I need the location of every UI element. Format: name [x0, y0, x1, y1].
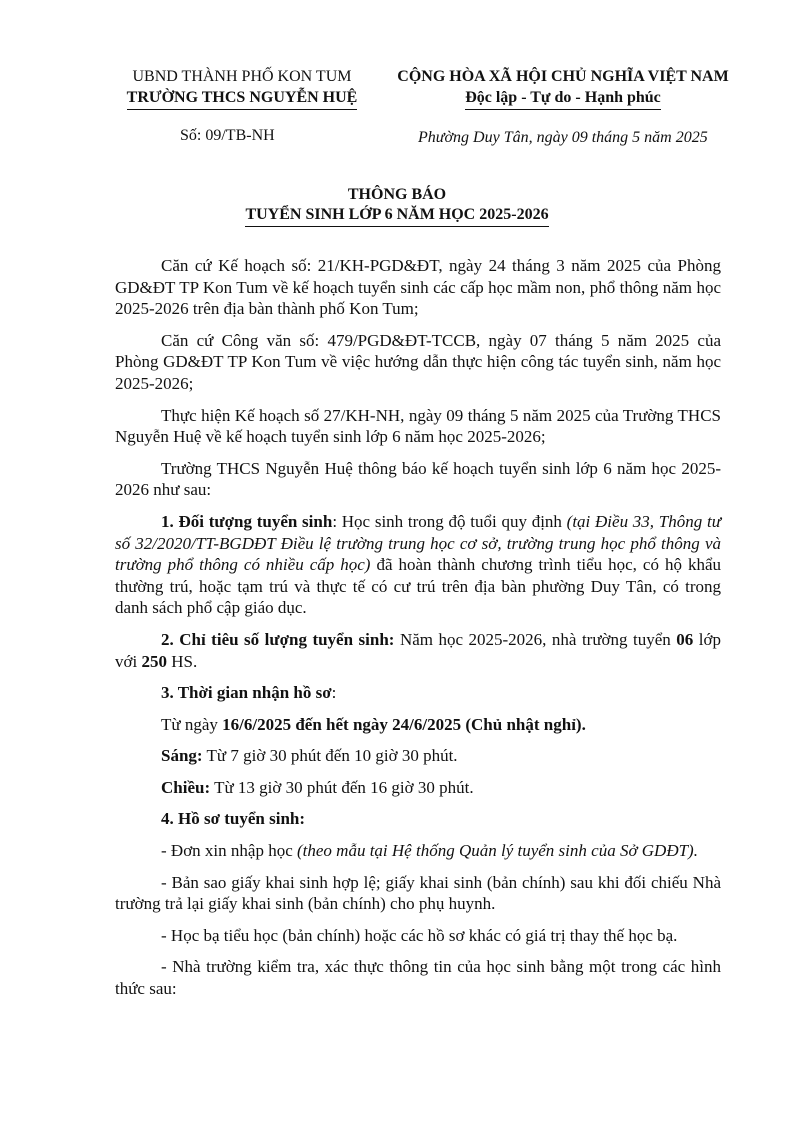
- afternoon-label: Chiều:: [161, 777, 211, 797]
- section-4-item-4: - Nhà trường kiểm tra, xác thực thông tin của học sinh bằng một trong các hình thức sau:: [115, 957, 721, 999]
- document-body: [115, 255, 721, 1010]
- section-2-text-c: HS.: [166, 651, 198, 671]
- section-4-item-3: - Học bạ tiểu học (bản chính) hoặc các hồ sơ khác có giá trị thay thế học bạ.: [161, 925, 678, 945]
- morning-hours: Từ 7 giờ 30 phút đến 10 giờ 30 phút.: [202, 746, 458, 766]
- document-number: Số: 09/TB-NH: [180, 127, 275, 144]
- section-3-heading-line: [115, 682, 721, 704]
- section-3-afternoon: [115, 777, 721, 799]
- student-count: 250: [141, 651, 167, 671]
- morning-label: Sáng:: [161, 746, 203, 766]
- issuing-authority: UBND THÀNH PHỐ KON TUM: [132, 68, 352, 85]
- document-subtitle: [0, 206, 794, 227]
- afternoon-hours: Từ 13 giờ 30 phút đến 16 giờ 30 phút.: [210, 777, 474, 797]
- section-2-heading: 2. Chỉ tiêu số lượng tuyển sinh:: [161, 629, 395, 649]
- national-header: [378, 66, 748, 110]
- section-3-dates: [115, 714, 721, 736]
- document-subtitle-text: TUYỂN SINH LỚP 6 NĂM HỌC 2025-2026: [245, 206, 548, 227]
- nation-title: CỘNG HÒA XÃ HỘI CHỦ NGHĨA VIỆT NAM: [397, 68, 729, 85]
- section-2-quota: [115, 629, 721, 672]
- paragraph-basis-1: Căn cứ Kế hoạch số: 21/KH-PGD&ĐT, ngày 24 tháng 3 năm 2025 của Phòng GD&ĐT TP Kon Tum về kế hoạch tuyển sinh các cấp học mầm non, phổ thông năm học 2025-2026 trên địa bàn thành phố Kon Tum;: [115, 256, 721, 319]
- section-1-text-b: đã hoàn thành chương trình tiểu học, có hộ khẩu thường trú, hoặc tạm trú và thực tế có cư trú trên địa bàn phường Duy Tân, có trong danh sách phổ cập giáo dục.: [115, 555, 721, 618]
- paragraph-basis-2: Căn cứ Công văn số: 479/PGD&ĐT-TCCB, ngày 07 tháng 5 năm 2025 của Phòng GD&ĐT TP Kon Tum về việc hướng dẫn thực hiện công tác tuyển sinh, năm học 2025-2026;: [115, 330, 721, 393]
- issuer-block: [92, 66, 392, 110]
- section-4-heading: 4. Hồ sơ tuyển sinh:: [161, 809, 306, 829]
- section-4-heading-line: [115, 808, 721, 830]
- class-count: 06: [676, 629, 694, 649]
- paragraph-basis-3: Thực hiện Kế hoạch số 27/KH-NH, ngày 09 tháng 5 năm 2025 của Trường THCS Nguyễn Huệ về kế hoạch tuyển sinh lớp 6 năm học 2025-2026;: [115, 405, 721, 447]
- section-2-text-b: lớp với: [115, 629, 721, 671]
- school-name: TRƯỜNG THCS NGUYỄN HUỆ: [127, 87, 358, 110]
- section-4-item-1-note: (theo mẫu tại Hệ thống Quản lý tuyển sinh của Sở GDĐT).: [297, 841, 698, 861]
- document-title: THÔNG BÁO: [347, 186, 447, 203]
- national-motto: Độc lập - Tự do - Hạnh phúc: [465, 87, 661, 110]
- section-1-text-a: : Học sinh trong độ tuổi quy định: [332, 511, 567, 531]
- section-3-from: Từ ngày: [161, 714, 223, 734]
- section-3-date-range: 16/6/2025 đến hết ngày 24/6/2025 (Chủ nhật nghỉ).: [222, 714, 586, 734]
- section-1-eligibility: [115, 511, 721, 619]
- section-4-item-1-text: - Đơn xin nhập học: [161, 841, 297, 861]
- section-3-colon: :: [331, 683, 337, 703]
- section-2-text-a: Năm học 2025-2026, nhà trường tuyển: [394, 629, 677, 649]
- section-3-morning: [115, 745, 721, 767]
- place-and-date: Phường Duy Tân, ngày 09 tháng 5 năm 2025: [418, 129, 708, 146]
- section-1-reference: (tại Điều 33, Thông tư số 32/2020/TT-BGDĐT Điều lệ trường trung học cơ sở, trường trung học phổ thông và trường phổ thông có nhiều cấp học): [115, 511, 721, 575]
- section-1-heading: 1. Đối tượng tuyển sinh: [161, 511, 333, 531]
- section-3-heading: 3. Thời gian nhận hồ sơ: [161, 683, 332, 703]
- paragraph-announcement: Trường THCS Nguyễn Huệ thông báo kế hoạch tuyển sinh lớp 6 năm học 2025-2026 như sau:: [115, 458, 721, 500]
- section-4-item-2: - Bản sao giấy khai sinh hợp lệ; giấy khai sinh (bản chính) sau khi đối chiếu Nhà trường trả lại giấy khai sinh (bản chính) cho phụ huynh.: [115, 872, 721, 914]
- section-4-item-1: [115, 840, 721, 862]
